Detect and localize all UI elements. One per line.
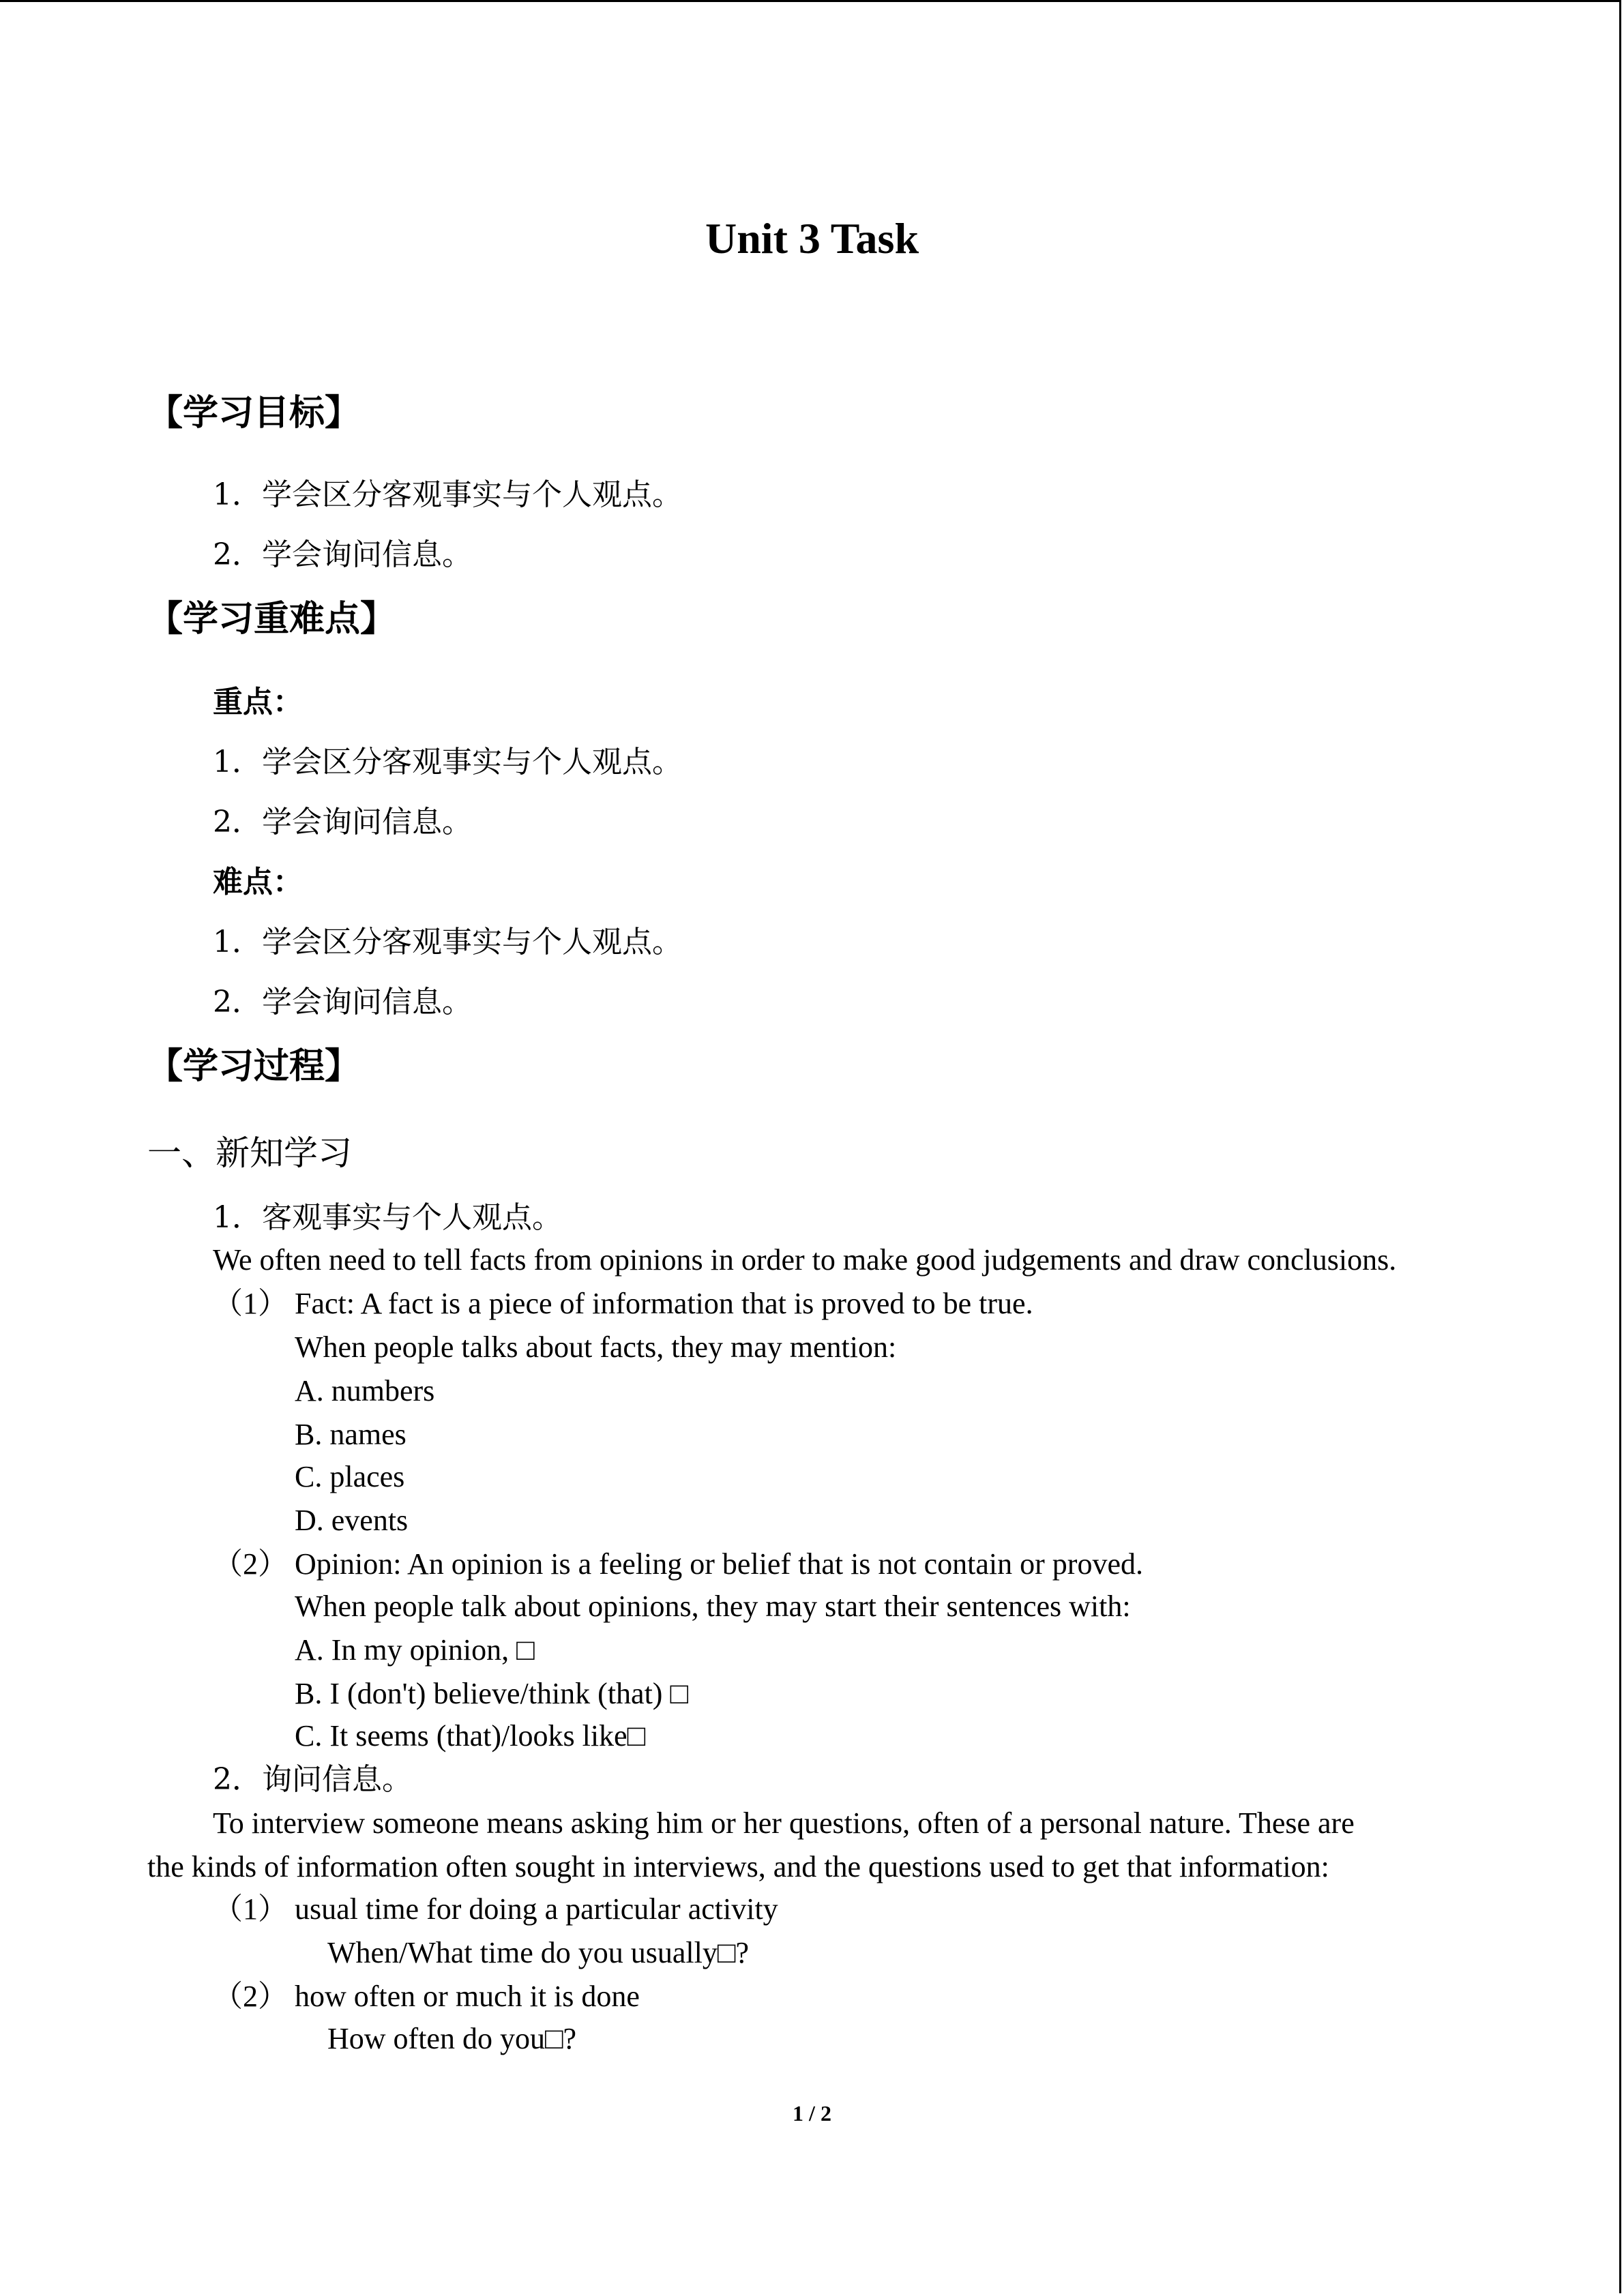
item2-intro-line1: To interview someone means asking him or her questions, often of a personal nature. These are <box>213 1806 1355 1840</box>
opinion-num: （2） <box>213 1547 288 1581</box>
focus-item: 1．学会区分客观事实与个人观点。 <box>213 745 682 779</box>
opinion-option: A. In my opinion, □ <box>295 1633 535 1667</box>
page-title: Unit 3 Task <box>705 214 919 263</box>
fact-option: A. numbers <box>295 1374 435 1407</box>
question2-num: （2） <box>213 1980 288 2013</box>
focus-item: 2．学会询问信息。 <box>213 805 472 839</box>
key-points-heading: 【学习重难点】 <box>147 599 396 640</box>
question2-text: how often or much it is done <box>295 1980 640 2013</box>
item2-intro-line2: the kinds of information often sought in interviews, and the questions used to get that information: <box>147 1850 1329 1883</box>
objective-item: 1．学会区分客观事实与个人观点。 <box>213 477 682 512</box>
process-heading: 【学习过程】 <box>147 1046 361 1087</box>
item1-intro: We often need to tell facts from opinions in order to make good judgements and draw conclusions. <box>213 1243 1397 1277</box>
fact-num: （1） <box>213 1287 288 1320</box>
question2-example: How often do you□? <box>327 2022 577 2055</box>
fact-option: B. names <box>295 1418 407 1451</box>
difficulty-label: 难点： <box>213 865 303 899</box>
difficulty-item: 1．学会区分客观事实与个人观点。 <box>213 925 682 959</box>
item2-title: 2．询问信息。 <box>213 1762 412 1797</box>
fact-mention: When people talks about facts, they may mention: <box>295 1330 897 1364</box>
fact-definition: Fact: A fact is a piece of information that is proved to be true. <box>295 1287 1033 1320</box>
focus-label: 重点： <box>213 685 303 719</box>
opinion-option: C. It seems (that)/looks like□ <box>295 1719 646 1753</box>
opinion-start: When people talk about opinions, they may start their sentences with: <box>295 1590 1131 1623</box>
fact-option: D. events <box>295 1504 409 1537</box>
question1-text: usual time for doing a particular activity <box>295 1892 778 1926</box>
question1-example: When/What time do you usually□? <box>327 1936 749 1969</box>
fact-option: C. places <box>295 1460 405 1493</box>
item1-title: 1．客观事实与个人观点。 <box>213 1200 562 1235</box>
opinion-option: B. I (don't) believe/think (that) □ <box>295 1677 689 1710</box>
difficulty-item: 2．学会询问信息。 <box>213 985 472 1019</box>
question1-num: （1） <box>213 1892 288 1926</box>
opinion-definition: Opinion: An opinion is a feeling or belief that is not contain or proved. <box>295 1547 1143 1581</box>
objective-item: 2．学会询问信息。 <box>213 537 472 572</box>
page-number: 1 / 2 <box>793 2101 831 2126</box>
part1-title: 一、新知学习 <box>147 1133 352 1173</box>
objectives-heading: 【学习目标】 <box>147 393 361 434</box>
